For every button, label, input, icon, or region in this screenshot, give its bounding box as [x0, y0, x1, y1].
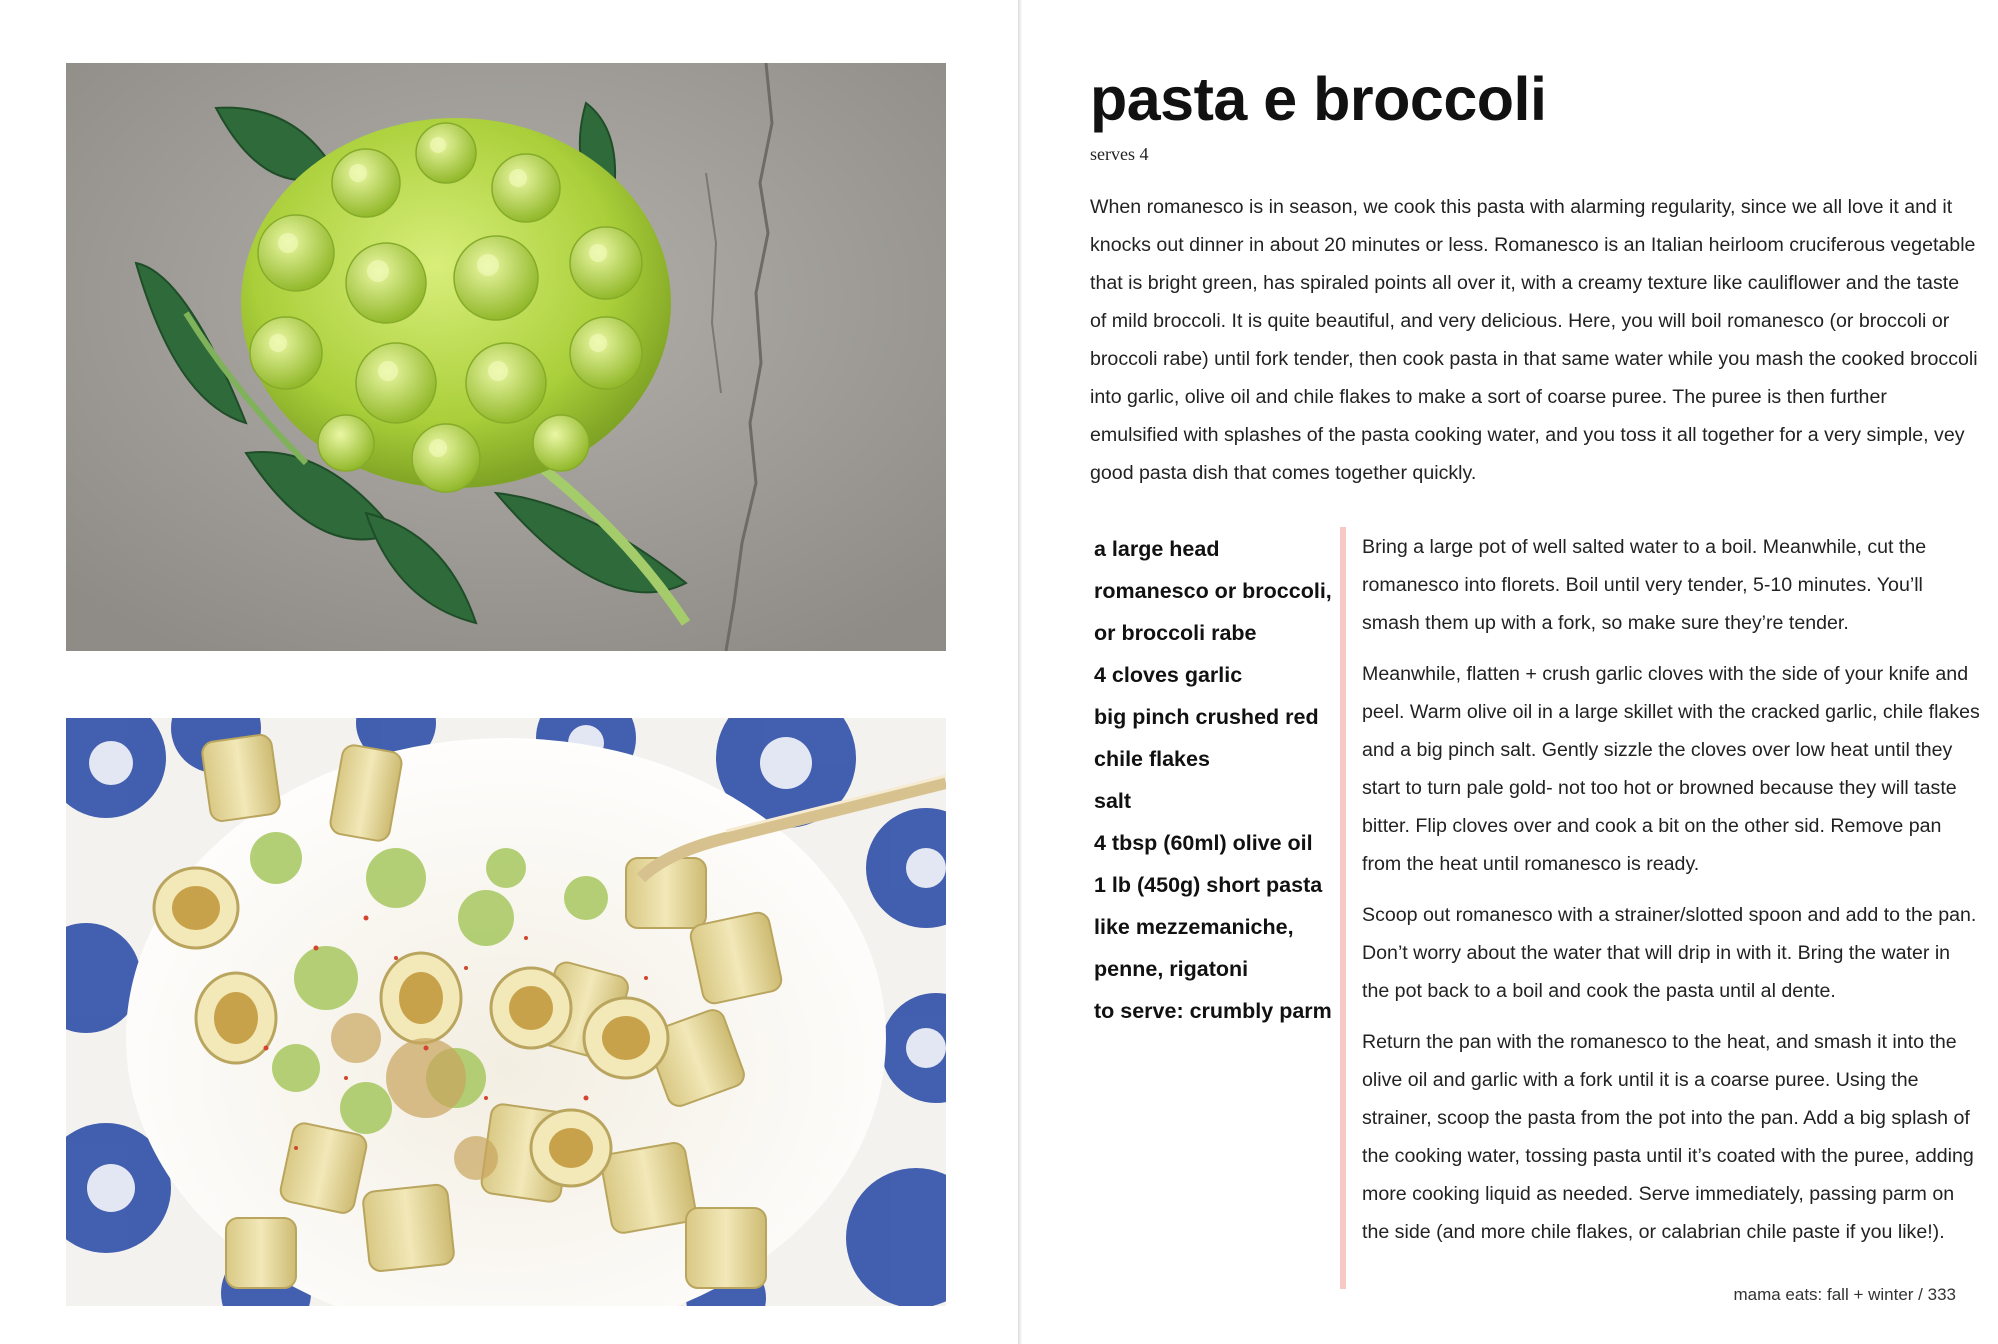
pasta-plate-photo: [66, 718, 946, 1306]
method-divider-rule: [1340, 527, 1346, 1289]
right-page: [1022, 0, 1998, 1344]
ingredient-line: like mezzemaniche,: [1094, 915, 1294, 939]
recipe-title: pasta e broccoli: [1090, 65, 1547, 133]
ingredient-line: 1 lb (450g) short pasta: [1094, 873, 1323, 897]
romanesco-photo: [66, 63, 946, 651]
page-footer: mama eats: fall + winter / 333: [1733, 1285, 1956, 1304]
ingredient-list: [1094, 528, 1334, 1032]
method-step: Return the pan with the romanesco to the heat, and smash it into the olive oil and garlic with a fork until it is a coarse puree. Using the strainer, scoop the pasta from the pot into the pan. Add a big splash of the cooking water, tossing pasta until it’s coated with the puree, adding more cooking liquid as needed. Serve immediately, passing parm on the side (and more chile flakes, or calabrian chile paste if you like!).: [1362, 1031, 1974, 1243]
ingredient-line: 4 cloves garlic: [1094, 663, 1243, 687]
ingredient-line: salt: [1094, 789, 1132, 813]
ingredient-line: big pinch crushed red: [1094, 705, 1319, 729]
romanesco-image: [66, 63, 946, 651]
ingredient-line: a large head: [1094, 537, 1220, 561]
method-step: Meanwhile, flatten + crush garlic cloves with the side of your knife and peel. Warm olive oil in a large skillet with the cracked garlic, chile flakes and a big pinch salt. Gently sizzle the cloves over low heat until they start to turn pale gold- not too hot or browned because they will taste bitter. Flip cloves over and cook a bit on the other sid. Remove pan from the heat until romanesco is ready.: [1362, 663, 1980, 875]
method-step: Scoop out romanesco with a strainer/slotted spoon and add to the pan. Don’t worry about the water that will drip in with it. Bring the water in the pot back to a boil and cook the pasta until al dente.: [1362, 904, 1977, 1002]
ingredient-line: chile flakes: [1094, 747, 1210, 771]
pasta-image: [66, 718, 946, 1306]
recipe-intro: When romanesco is in season, we cook this pasta with alarming regularity, since we all love it and it knocks out dinner in about 20 minutes or less. Romanesco is an Italian heirloom cruciferous vegetable that is bright green, has spiraled points all over it, with a creamy texture like cauliflower and the taste of mild broccoli. It is quite beautiful, and very delicious. Here, you will boil romanesco (or broccoli or broccoli rabe) until fork tender, then cook pasta in that same water while you mash the cooked broccoli into garlic, olive oil and chile flakes to make a sort of coarse puree. The puree is then further emulsified with splashes of the pasta cooking water, and you toss it all together for a very simple, vey good pasta dish that comes together quickly.: [1090, 196, 1978, 484]
ingredient-line: romanesco or broccoli,: [1094, 579, 1332, 603]
ingredient-line: to serve: crumbly parm: [1094, 999, 1332, 1023]
ingredient-line: 4 tbsp (60ml) olive oil: [1094, 831, 1313, 855]
method-step: Bring a large pot of well salted water to a boil. Meanwhile, cut the romanesco into florets. Boil until very tender, 5-10 minutes. You’ll smash them up with a fork, so make sure they’re tender.: [1362, 536, 1927, 634]
servings-label: serves 4: [1090, 144, 1149, 164]
method-steps: [1362, 528, 1982, 1264]
ingredient-line: penne, rigatoni: [1094, 957, 1249, 981]
ingredient-line: or broccoli rabe: [1094, 621, 1257, 645]
